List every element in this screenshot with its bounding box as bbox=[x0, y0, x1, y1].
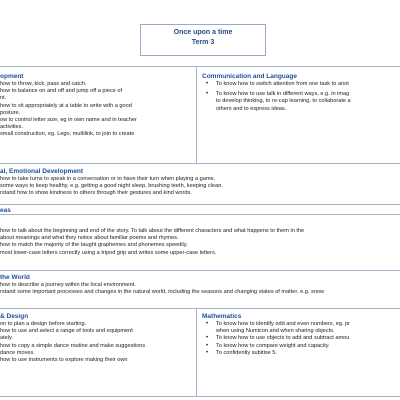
list-item: on to plan a design before starting. bbox=[0, 321, 87, 327]
list-item: how to match the majority of the taught graphemes and phonemes speedily. bbox=[0, 242, 188, 249]
list-item: rstand some important processes and changes in the natural world, including the seasons and changing states of matter, e.g. snow bbox=[0, 289, 325, 296]
list-item: • To know how to identify odd and even numbers, eg. pr bbox=[202, 321, 400, 328]
item-list bbox=[0, 176, 400, 198]
list-item: ow to control letter size, eg in own name and in teacher bbox=[0, 117, 137, 124]
list-item: ately. bbox=[0, 335, 13, 342]
list-item: how to use and select a range of tools and equipment bbox=[0, 328, 133, 335]
list-item: some ways to keep healthy, e.g. getting a good night sleep, brushing teeth, keeping clean. bbox=[0, 183, 223, 190]
list-item: how to copy a simple dance routine and make suggestions bbox=[0, 342, 146, 349]
list-item: when using Numicon and when sharing objects. bbox=[216, 328, 335, 335]
section-heading: eas bbox=[0, 207, 11, 214]
section-heading: & Design bbox=[0, 313, 29, 320]
section-personal-social-emotional bbox=[0, 167, 400, 203]
item-list bbox=[0, 228, 400, 257]
item-list bbox=[202, 321, 400, 357]
section-heading: opment bbox=[0, 73, 24, 80]
list-item: how to take turns to speak in a conversation or to have their turn when playing a game. bbox=[0, 176, 216, 182]
section-physical-development bbox=[0, 72, 195, 162]
list-item: activities. bbox=[0, 124, 24, 131]
list-item: how to use instruments to explore making their own bbox=[0, 357, 128, 364]
section-literacy bbox=[0, 206, 400, 268]
grid-rule-bottom bbox=[0, 396, 400, 397]
list-item: nt. bbox=[0, 95, 7, 102]
item-list bbox=[202, 81, 400, 113]
list-item: rstand how to show kindness to others through their gestures and kind words. bbox=[0, 190, 192, 197]
item-list bbox=[0, 81, 195, 139]
section-understanding-world bbox=[0, 273, 400, 307]
title-box bbox=[140, 24, 266, 56]
section-heading: Mathematics bbox=[202, 313, 242, 320]
list-item: how to talk about the beginning and end of the story. To talk about the different characters and what happens to them in the bbox=[0, 228, 305, 234]
list-item: most lower-case letters correctly using a tripod grip and writes some upper-case letters. bbox=[0, 249, 217, 256]
grid-divider bbox=[196, 308, 197, 396]
list-item: • To know how to switch attention from one task to anot bbox=[202, 81, 400, 88]
list-item: small construction, eg. Lego, multilink, to join to create bbox=[0, 131, 135, 138]
grid-rule bbox=[0, 308, 400, 309]
section-communication-language bbox=[202, 72, 400, 162]
list-item: • To confidently subitise 5. bbox=[202, 350, 400, 357]
list-item: posture. bbox=[0, 109, 21, 116]
grid-rule bbox=[0, 163, 400, 164]
section-mathematics bbox=[202, 312, 400, 394]
grid-divider bbox=[196, 66, 197, 163]
list-item: how to balance on and off and jump off a piece of bbox=[0, 88, 123, 95]
grid-rule bbox=[0, 204, 400, 205]
section-expressive-arts-design bbox=[0, 312, 195, 394]
list-item: • To know how to use talk in different ways, e.g. in imag bbox=[202, 91, 400, 98]
list-item: others and to express ideas. bbox=[216, 105, 287, 112]
list-item: • To know how to compare weight and capacity. bbox=[202, 343, 400, 350]
list-item: to develop thinking, to re-cap learning, to collaborate a bbox=[216, 98, 351, 105]
list-item: dance moves. bbox=[0, 349, 35, 356]
list-item: how to throw, kick, pass and catch. bbox=[0, 81, 87, 87]
term-label: Term 3 bbox=[191, 39, 215, 46]
item-list bbox=[0, 321, 195, 364]
curriculum-grid bbox=[0, 66, 400, 400]
section-heading: al, Emotional Development bbox=[0, 168, 84, 175]
grid-rule bbox=[0, 270, 400, 271]
section-heading: Communication and Language bbox=[202, 73, 297, 80]
document-title: Once upon a time bbox=[173, 29, 233, 36]
item-list bbox=[0, 282, 400, 296]
list-item: about meanings and what they notice about familiar poems and rhymes. bbox=[0, 235, 179, 242]
list-item: • To know how to use objects to add and subtract amou bbox=[202, 335, 400, 342]
section-heading: the World bbox=[0, 274, 30, 281]
list-item: how to describe a journey within the local environment. bbox=[0, 282, 136, 288]
grid-rule-top bbox=[0, 66, 400, 67]
list-item: how to sit appropriately at a table to write with a good bbox=[0, 102, 132, 109]
